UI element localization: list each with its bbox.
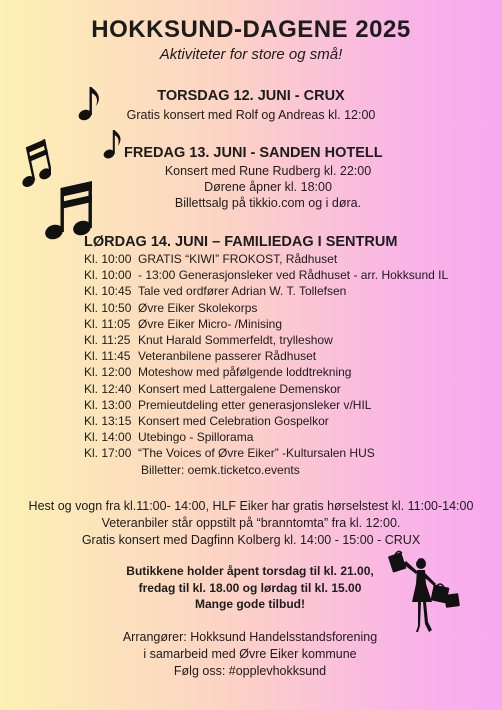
schedule-text: Utebingo - Spillorama bbox=[138, 430, 254, 445]
extra-line: Veteranbiler står oppstilt på “branntomta” fra kl. 12:00. bbox=[101, 516, 401, 530]
schedule-text: Øvre Eiker Skolekorps bbox=[138, 300, 258, 315]
schedule-time: Kl. 10:50 bbox=[84, 300, 132, 315]
schedule-time: Kl. 11:45 bbox=[84, 349, 131, 364]
friday-line: Dørene åpner kl. 18:00 bbox=[204, 180, 332, 194]
thursday-heading: TORSDAG 12. JUNI - CRUX bbox=[157, 88, 345, 104]
friday-line: Konsert med Rune Rudberg kl. 22:00 bbox=[164, 164, 372, 178]
schedule-time: Kl. 13:00 bbox=[84, 397, 132, 412]
shops-line: Mange gode tilbud! bbox=[195, 597, 305, 611]
music-note-icon bbox=[78, 84, 102, 122]
schedule-time: Kl. 10:45 bbox=[84, 284, 132, 299]
schedule-text: Knut Harald Sommerfeldt, trylleshow bbox=[138, 333, 333, 348]
schedule-row bbox=[84, 429, 448, 445]
schedule-row bbox=[84, 413, 448, 429]
footer-line: i samarbeid med Øvre Eiker kommune bbox=[143, 647, 357, 661]
schedule-row bbox=[84, 300, 448, 316]
schedule-text: Tale ved ordfører Adrian W. T. Tollefsen bbox=[138, 284, 347, 299]
schedule-row bbox=[84, 332, 448, 348]
shops-line: Butikkene holder åpent torsdag til kl. 21.00, bbox=[126, 564, 374, 578]
friday-line: Billettsalg på tikkio.com og i døra. bbox=[174, 196, 362, 210]
page-title: HOKKSUND-DAGENE 2025 bbox=[91, 16, 411, 43]
page-subtitle: Aktiviteter for store og små! bbox=[159, 46, 343, 63]
schedule-row bbox=[84, 445, 448, 461]
schedule-text: Øvre Eiker Micro- /Minising bbox=[138, 316, 283, 331]
shopping-woman-silhouette-icon bbox=[388, 550, 466, 638]
schedule-text: GRATIS “KIWI” FROKOST, Rådhuset bbox=[138, 252, 338, 266]
schedule-time: Kl. 12:40 bbox=[84, 381, 132, 396]
saturday-schedule bbox=[84, 251, 448, 478]
shops-line: fredag til kl. 18.00 og lørdag til kl. 15.00 bbox=[138, 580, 362, 595]
schedule-time: Kl. 11:05 bbox=[84, 316, 131, 331]
footer-line: Arrangører: Hokksund Handelsstandsforening bbox=[122, 630, 378, 644]
extra-line: Gratis konsert med Dagfinn Kolberg kl. 14:00 - 15:00 - CRUX bbox=[81, 533, 421, 547]
schedule-row bbox=[84, 251, 448, 267]
tickets-line: Billetter: oemk.ticketco.events bbox=[141, 462, 300, 477]
schedule-time: Kl. 17:00 bbox=[84, 446, 132, 461]
schedule-text: Moteshow med påfølgende loddtrekning bbox=[138, 365, 352, 380]
music-note-icon bbox=[103, 127, 123, 161]
schedule-text: Konsert med Lattergalene Demenskor bbox=[138, 381, 341, 396]
saturday-heading: LØRDAG 14. JUNI – FAMILIEDAG I SENTRUM bbox=[84, 234, 398, 250]
schedule-text: Premieutdeling etter generasjonsleker v/HIL bbox=[138, 397, 372, 412]
schedule-row bbox=[84, 267, 448, 283]
schedule-row bbox=[84, 316, 448, 332]
schedule-row bbox=[84, 283, 448, 299]
schedule-text: Veteranbilene passerer Rådhuset bbox=[138, 349, 317, 364]
schedule-text: Konsert med Celebration Gospelkor bbox=[138, 414, 329, 429]
friday-heading: FREDAG 13. JUNI - SANDEN HOTELL bbox=[124, 145, 383, 161]
schedule-time: Kl. 12:00 bbox=[84, 365, 132, 380]
schedule-time: Kl. 14:00 bbox=[84, 430, 132, 445]
schedule-time: Kl. 10:00 bbox=[84, 268, 132, 283]
extra-line: Hest og vogn fra kl.11:00- 14:00, HLF Eiker har gratis hørselstest kl. 11:00-14:00 bbox=[28, 499, 474, 513]
schedule-text: “The Voices of Øvre Eiker” -Kultursalen HUS bbox=[138, 446, 375, 461]
schedule-time: Kl. 10:00 bbox=[84, 252, 132, 266]
double-music-note-icon bbox=[44, 178, 96, 242]
schedule-row bbox=[84, 397, 448, 413]
schedule-time: Kl. 11:25 bbox=[84, 333, 131, 348]
schedule-row bbox=[84, 381, 448, 397]
thursday-line: Gratis konsert med Rolf og Andreas kl. 12:00 bbox=[126, 108, 376, 122]
schedule-time: Kl. 13:15 bbox=[84, 414, 132, 429]
schedule-row bbox=[84, 364, 448, 380]
footer-line: Følg oss: #opplevhokksund bbox=[173, 664, 327, 678]
schedule-row bbox=[84, 348, 448, 364]
schedule-text: - 13:00 Generasjonsleker ved Rådhuset - arr. Hokksund IL bbox=[138, 268, 449, 283]
